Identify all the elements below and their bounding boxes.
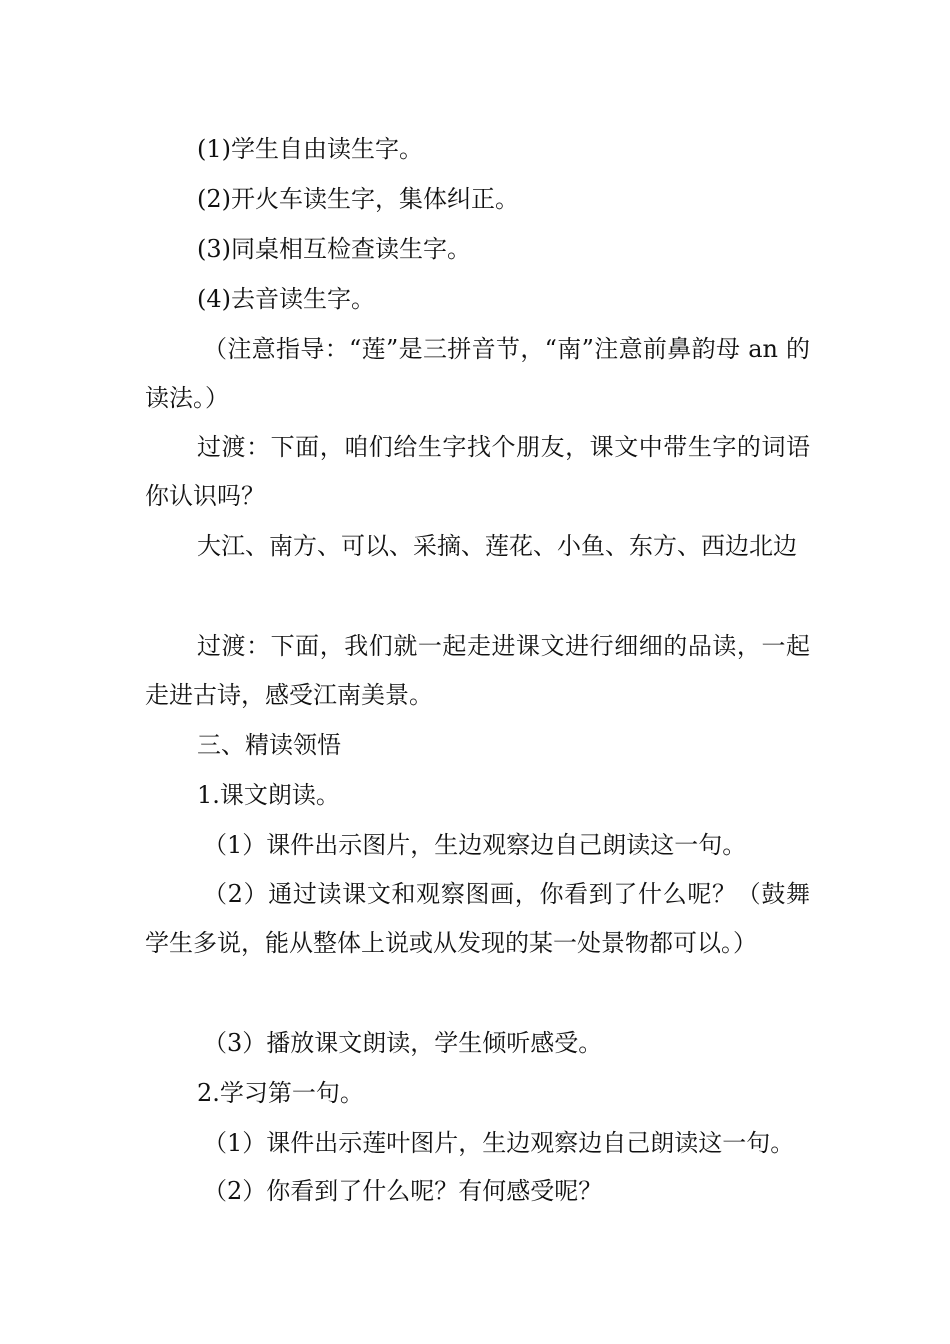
paragraph-1: (1)学生自由读生字。 [197, 135, 423, 163]
paragraph-11: （1）课件出示图片，生边观察边自己朗读这一句。 [203, 831, 747, 859]
paragraph-2: (2)开火车读生字，集体纠正。 [197, 185, 519, 213]
paragraph-8: 过渡：下面，我们就一起走进课文进行细细的品读，一起走进古诗，感受江南美景。 [145, 632, 810, 709]
paragraph-6: 过渡：下面，咱们给生字找个朋友，课文中带生字的词语你认识吗？ [145, 433, 810, 510]
paragraph-7: 大江、南方、可以、采摘、莲花、小鱼、东方、西边北边 [197, 532, 797, 560]
paragraph-5: （注意指导：“莲”是三拼音节，“南”注意前鼻韵母 an 的读法。） [145, 335, 810, 412]
paragraph-4: (4)去音读生字。 [197, 285, 375, 313]
paragraph-16: （2）你看到了什么呢？有何感受呢？ [203, 1177, 603, 1205]
paragraph-10: 1.课文朗读。 [197, 781, 340, 809]
paragraph-14: 2.学习第一句。 [197, 1079, 364, 1107]
paragraph-12: （2）通过读课文和观察图画，你看到了什么呢？（鼓舞学生多说，能从整体上说或从发现的某一处景物都可以。） [145, 880, 810, 957]
paragraph-15: （1）课件出示莲叶图片，生边观察边自己朗读这一句。 [203, 1129, 795, 1157]
paragraph-3: (3)同桌相互检查读生字。 [197, 235, 471, 263]
section-heading: 三、精读领悟 [197, 731, 341, 759]
paragraph-13: （3）播放课文朗读，学生倾听感受。 [203, 1029, 603, 1057]
